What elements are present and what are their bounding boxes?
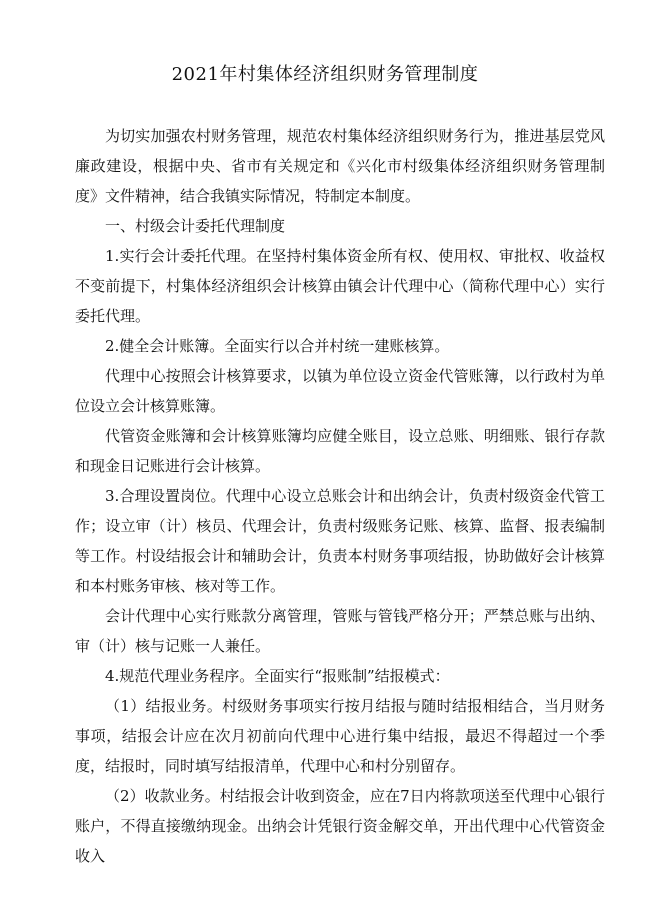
paragraph: 会计代理中心实行账款分离管理，管账与管钱严格分开；严禁总账与出纳、审（计）核与记账一人兼任。 [75, 607, 605, 655]
paragraph-intro: 为切实加强农村财务管理，规范农村集体经济组织财务行为，推进基层党风廉政建设，根据中央、省市有关规定和《兴化市村级集体经济组织财务管理制度》文件精神，结合我镇实际情况，特制定本制度。 [75, 127, 605, 205]
document-title: 2021年村集体经济组织财务管理制度 [171, 64, 479, 85]
paragraph-subitem-2: （2）收款业务。村结报会计收到资金，应在7日内将款项送至代理中心银行账户，不得直接缴纳现金。出纳会计凭银行资金解交单，开出代理中心代管资金收入 [75, 787, 605, 865]
paragraph: 代理中心按照会计核算要求，以镇为单位设立资金代管账簿，以行政村为单位设立会计核算账簿。 [75, 367, 605, 415]
paragraph: 代管资金账簿和会计核算账簿均应健全账目，设立总账、明细账、银行存款和现金日记账进行会计核算。 [75, 427, 605, 475]
paragraph-item-3: 3.合理设置岗位。代理中心设立总账会计和出纳会计，负责村级资金代管工作；设立审（计）核员、代理会计，负责村级账务记账、核算、监督、报表编制等工作。村设结报会计和辅助会计，负责本村财务事项结报，协助做好会计核算和本村账务审核、核对等工作。 [75, 487, 605, 595]
paragraph-item-4: 4.规范代理业务程序。全面实行“报账制”结报模式： [105, 667, 450, 685]
paragraph-item-2: 2.健全会计账簿。全面实行以合并村统一建账核算。 [105, 337, 450, 355]
document-body [75, 121, 605, 871]
paragraph-subitem-1: （1）结报业务。村级财务事项实行按月结报与随时结报相结合，当月财务事项，结报会计应在次月初前向代理中心进行集中结报，最迟不得超过一个季度，结报时，同时填写结报清单，代理中心和村分别留存。 [75, 697, 605, 775]
section-heading: 一、村级会计委托代理制度 [105, 217, 286, 235]
paragraph-item-1: 1.实行会计委托代理。在坚持村集体资金所有权、使用权、审批权、收益权不变前提下，村集体经济组织会计核算由镇会计代理中心（简称代理中心）实行委托代理。 [75, 247, 605, 325]
